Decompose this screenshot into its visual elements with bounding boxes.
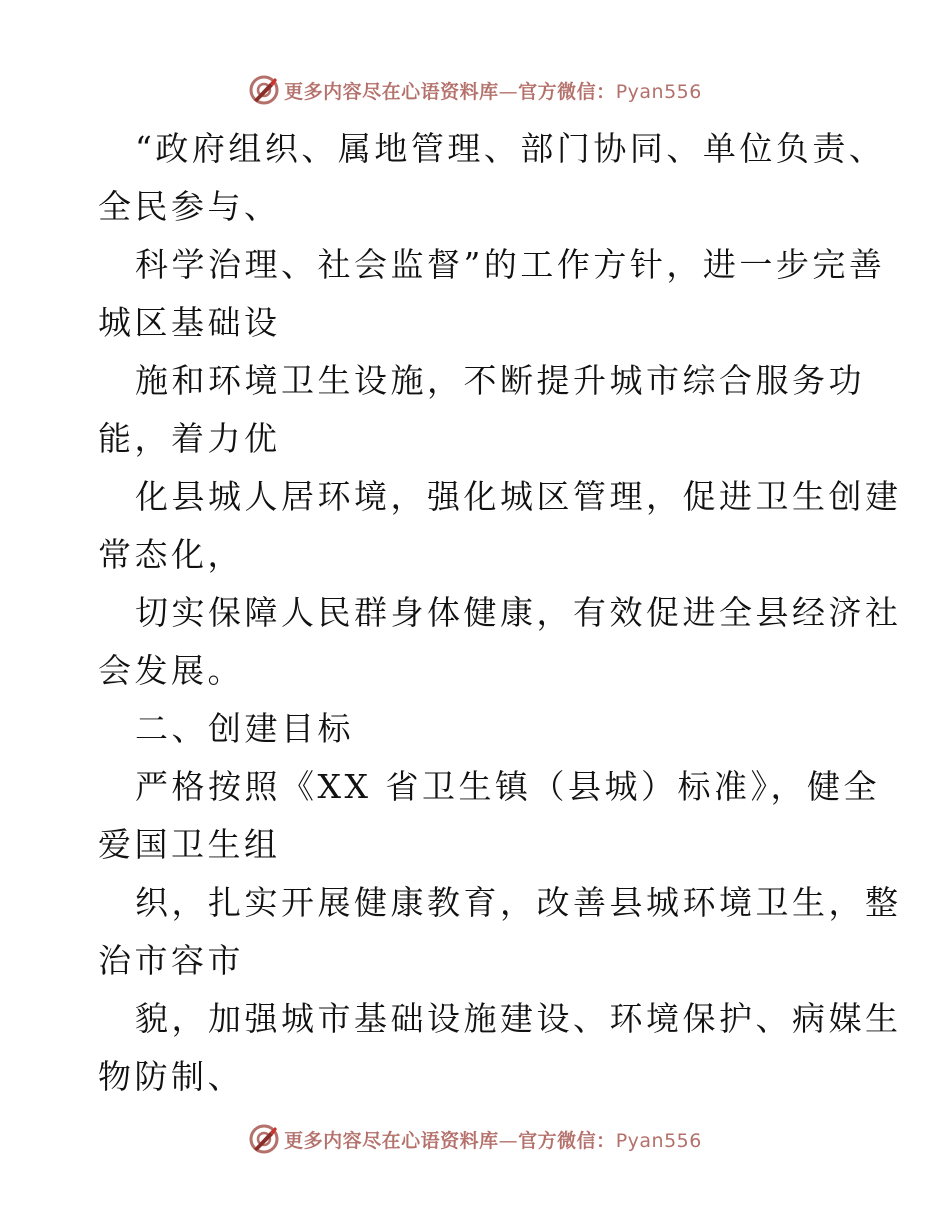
text-line: 常态化，	[98, 535, 244, 574]
text-line: 施和环境卫生设施，不断提升城市综合服务功	[135, 361, 865, 400]
text-line: 貌，加强城市基础设施建设、环境保护、病媒生	[135, 999, 902, 1038]
section-heading: 二、创建目标	[135, 709, 354, 748]
text-line: 化县城人居环境，强化城区管理，促进卫生创建	[135, 477, 902, 516]
footer-watermark	[0, 1121, 950, 1157]
text-line: 治市容市	[98, 941, 244, 980]
text-line: 严格按照《XX 省卫生镇（县城）标准》，健全	[135, 767, 880, 806]
header-watermark	[0, 72, 950, 108]
text-line: 切实保障人民群身体健康，有效促进全县经济社	[135, 593, 902, 632]
text-line: “政府组织、属地管理、部门协同、单位负责、	[135, 129, 886, 168]
text-line: 爱国卫生组	[98, 825, 281, 864]
text-line: 城区基础设	[98, 303, 281, 342]
text-line: 织，扎实开展健康教育，改善县城环境卫生，整	[135, 883, 902, 922]
text-line: 全民参与、	[98, 187, 281, 226]
text-line: 物防制、	[98, 1057, 244, 1096]
text-line: 科学治理、社会监督”的工作方针，进一步完善	[135, 245, 886, 284]
brand-logo-icon	[248, 74, 280, 106]
watermark-text: 更多内容尽在心语资料库—官方微信：Pyan556	[284, 80, 702, 103]
text-line: 能，着力优	[98, 419, 281, 458]
brand-logo-icon	[248, 1123, 280, 1155]
watermark-text: 更多内容尽在心语资料库—官方微信：Pyan556	[284, 1129, 702, 1152]
text-line: 会发展。	[98, 651, 244, 690]
